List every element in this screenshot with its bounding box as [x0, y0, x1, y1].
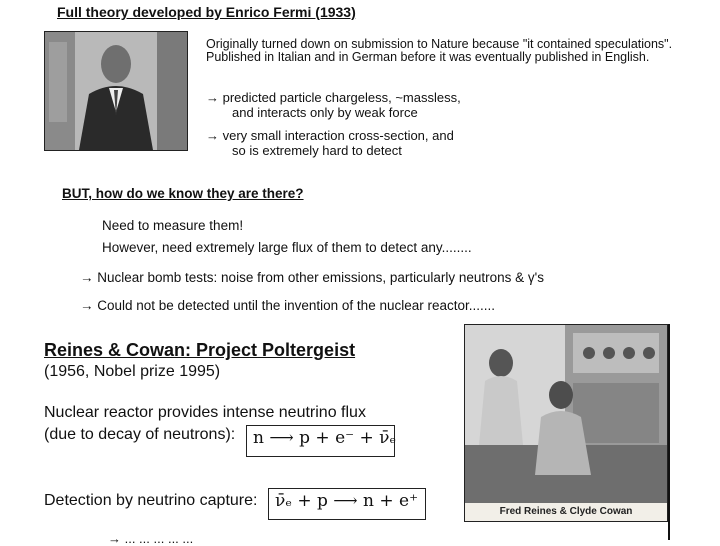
arrow-icon: →	[206, 128, 219, 143]
need-measure-text: Need to measure them!	[102, 218, 244, 233]
arrow-icon: →	[206, 90, 219, 105]
bomb-tests-bullet: → Nuclear bomb tests: noise from other emissions, particularly neutrons & γ's	[80, 270, 545, 285]
equation-rhs: n + e⁺	[363, 491, 419, 511]
detection-label: Detection by neutrino capture:	[44, 492, 258, 509]
truncated-bottom-text: → ... ... ... ... ...	[108, 531, 194, 546]
reactor-bullet: → Could not be detected until the invention of the nuclear reactor.......	[80, 298, 496, 313]
page-edge-divider	[668, 324, 670, 540]
bullet-line: predicted particle chargeless, ~massless,	[222, 90, 461, 105]
neutron-decay-text: (due to decay of neutrons):	[44, 426, 236, 443]
equation-arrow: ⟶	[333, 491, 358, 511]
question-heading: BUT, how do we know they are there?	[62, 186, 304, 201]
bullet-line: and interacts only by weak force	[232, 105, 418, 120]
bullet-cross-section	[206, 128, 676, 158]
equation-lhs: n	[253, 428, 264, 448]
photo-caption: Fred Reines & Clyde Cowan	[465, 503, 667, 521]
flux-text: However, need extremely large flux of them to detect any........	[102, 240, 472, 255]
bullet-line: very small interaction cross-section, and	[222, 128, 454, 143]
neutrino-capture-equation	[268, 488, 426, 520]
bullet-line: so is extremely hard to detect	[232, 143, 402, 158]
nobel-subtitle: (1956, Nobel prize 1995)	[44, 363, 221, 380]
reines-cowan-photo	[464, 324, 668, 522]
equation-arrow: ⟶	[269, 428, 294, 448]
fermi-publication-paragraph: Originally turned down on submission to Nature because "it contained speculations". Published in Italian and in German before it was eventually published in English.	[206, 37, 673, 64]
fermi-portrait-image	[44, 31, 188, 151]
equation-lhs: ν̄ₑ + p	[275, 491, 328, 511]
bullet-chargeless	[206, 90, 676, 120]
section-title-fermi: Full theory developed by Enrico Fermi (1933)	[57, 4, 356, 20]
reactor-flux-text: Nuclear reactor provides intense neutrino flux	[44, 404, 366, 421]
equation-rhs: p + e⁻ + ν̄ₑ	[299, 428, 397, 448]
section-title-reines-cowan: Reines & Cowan: Project Poltergeist	[44, 340, 356, 360]
neutron-decay-equation	[246, 425, 395, 457]
